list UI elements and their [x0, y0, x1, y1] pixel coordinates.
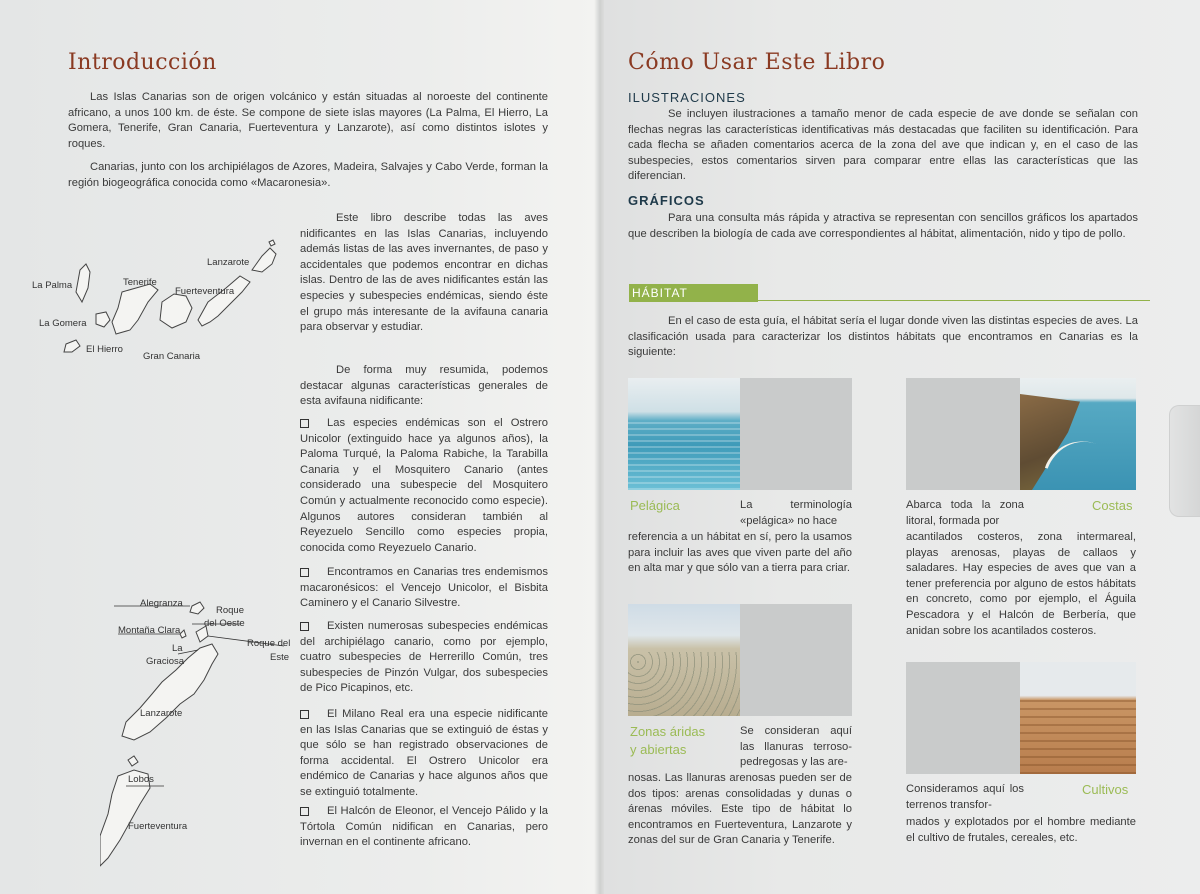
- pelagica-text: referencia a un hábitat en sí, pero la usamos para incluir las aves que viven parte del año en alta mar y que sólo van a tierra para criar.: [628, 531, 852, 575]
- map-label-el-hierro: El Hierro: [86, 344, 123, 355]
- costas-text: acantilados costeros, zona intermareal, playas arenosas, playas de callaos y saladares. Hay especies de aves que van a tener preferencia por alguno de estos hábitats en concreto, como por ejemplo, el Águila Pescadora y el Halcón de Berbería, que anidan sobre los acantilados costeros.: [906, 531, 1136, 637]
- map-label-roque-este-2: Este: [270, 652, 290, 663]
- cultivos-text-side: Consideramos aquí los terrenos transfor-: [906, 783, 1024, 811]
- cultivos-text: mados y explotados por el hombre mediante el cultivo de frutales, cereales, etc.: [906, 816, 1136, 844]
- column-paragraph-2: De forma muy resumida, podemos destacar algunas características generales de esta avifauna nidificante:: [300, 364, 548, 408]
- left-page: [0, 0, 596, 894]
- bullet-item: El Halcón de Eleonor, el Vencejo Pálido y la Tórtola Común nidifican en Canarias, pero invernan en el continente africano.: [300, 805, 548, 849]
- page-title: Introducción: [68, 50, 217, 75]
- zonas-aridas-text: nosas. Las llanuras arenosas pueden ser de dos tipos: arenas consolidadas y dunas o árenas móviles. Este tipo de hábitat lo encontramos en Fuerteventura, Lanzarote y zonas del sur de Gran Canaria y Tenerife.: [628, 772, 852, 847]
- zonas-aridas-graphic: [740, 604, 852, 716]
- ilustraciones-heading: ILUSTRACIONES: [628, 90, 746, 105]
- map-label-lobos: Lobos: [128, 774, 154, 785]
- map-label-roque-oeste-2: del Oeste: [204, 618, 245, 629]
- pelagica-illustration: [628, 378, 740, 490]
- cultivos-illustration: [1020, 662, 1136, 774]
- map-label-montana-clara: Montaña Clara: [118, 625, 181, 636]
- habitat-name-costas: Costas: [1092, 498, 1133, 513]
- map-label-alegranza: Alegranza: [140, 598, 183, 609]
- right-page: [604, 0, 1200, 894]
- page-edge-tab: [1169, 405, 1200, 517]
- habitat-name-cultivos: Cultivos: [1082, 782, 1129, 797]
- map-label-la-gomera: La Gomera: [39, 318, 87, 329]
- costas-graphic: [906, 378, 1020, 490]
- bullet-item: Encontramos en Canarias tres endemismos macaronésicos: el Vencejo Unicolor, el Bisbita Caminero y el Canario Silvestre.: [300, 566, 548, 610]
- checkbox-bullet-icon: [300, 710, 309, 719]
- map-label-lanzarote: Lanzarote: [207, 257, 250, 268]
- map-label-la-graciosa: La: [172, 643, 183, 654]
- habitat-intro: En el caso de esta guía, el hábitat sería el lugar donde viven las distintas especies de aves. La clasificación usada para caracterizar los distintos hábitats que encontramos en Canarias es la siguiente:: [628, 315, 1138, 359]
- bullet-item: Las especies endémicas son el Ostrero Unicolor (extinguido hace ya algunos años), la Paloma Turqué, la Paloma Rabiche, la Tarabilla Canaria y el Mosquitero Canario (antes considerado una subespecie del Mosquitero Común y actualmente reconocido como especie). Algunos autores consideran también al Reyezuelo Sencillo como especies propia, conocida como Reyezuelo Canario.: [300, 417, 548, 554]
- map-label-lanzarote: Lanzarote: [140, 708, 183, 719]
- map-label-gran-canaria: Gran Canaria: [143, 351, 201, 362]
- checkbox-bullet-icon: [300, 622, 309, 631]
- cultivos-graphic: [906, 662, 1020, 774]
- habitat-name-zonas-aridas: Zonas áridas: [630, 724, 706, 739]
- map-label-roque-este: Roque del: [247, 638, 291, 649]
- column-paragraph-1: Este libro describe todas las aves nidificantes en las Islas Canarias, incluyendo además listas de las aves invernantes, de paso y accidentales que podemos encontrar en dichas islas. Dentro de las de aves nidificantes están las especies y subespecies endémicas, siendo éste el grupo más interesante de la avifauna canaria para observar y estudiar.: [300, 212, 548, 334]
- intro-paragraph-2: Canarias, junto con los archipiélagos de Azores, Madeira, Salvajes y Cabo Verde, forman la región biogeográfica conocida como «Macaronesia».: [68, 161, 548, 189]
- habitat-section-bar: HÁBITAT: [629, 284, 758, 302]
- page-title: Cómo Usar Este Libro: [628, 50, 886, 75]
- zonas-aridas-text-side: Se consideran aquí las llanuras terroso-pedregosas y las are-: [740, 725, 852, 769]
- canary-islands-map: [20, 230, 300, 370]
- graficos-text: Para una consulta más rápida y atractiva se representan con sencillos gráficos los apartados que describen la biología de cada ave correspondientes al hábitat, alimentación, nido y tipo de pollo.: [628, 212, 1138, 240]
- map-label-la-graciosa-2: Graciosa: [146, 656, 185, 667]
- zonas-aridas-illustration: [628, 604, 740, 716]
- intro-paragraph-1: Las Islas Canarias son de origen volcánico y están situadas al noroeste del continente africano, a unos 100 km. de éste. Se compone de siete islas mayores (La Palma, El Hierro, La Gomera, Tenerife, Gran Canaria, Fuerteventura y Lanzarote), así como distintos islotes y roques.: [68, 91, 548, 150]
- habitat-name-zonas-aridas-2: y abiertas: [630, 742, 687, 757]
- bullet-item: El Milano Real era una especie nidificante en las Islas Canarias que se extinguió de éstas y que sólo se han registrado observaciones de forma accidental. El Ostrero Unicolor era endémico de Canarias y hace algunos años que se extinguió totalmente.: [300, 708, 548, 798]
- checkbox-bullet-icon: [300, 419, 309, 428]
- checkbox-bullet-icon: [300, 807, 309, 816]
- habitat-name-pelagica: Pelágica: [630, 498, 680, 513]
- map-label-fuerteventura: Fuerteventura: [175, 286, 235, 297]
- checkbox-bullet-icon: [300, 568, 309, 577]
- costas-illustration: [1020, 378, 1136, 490]
- costas-text-side: Abarca toda la zona litoral, formada por: [906, 499, 1024, 527]
- map-label-tenerife: Tenerife: [123, 277, 157, 288]
- bullet-item: Existen numerosas subespecies endémicas del archipiélago canario, como por ejemplo, cuatro subespecies de Herrerillo Común, tres subespecies de Pinzón Vulgar, dos subespecies de Pico Picapinos, etc.: [300, 620, 548, 695]
- map-label-la-palma: La Palma: [32, 280, 73, 291]
- map-label-roque-oeste: Roque: [216, 605, 244, 616]
- pelagica-graphic: [740, 378, 852, 490]
- pelagica-text-side: La terminología «pelágica» no hace: [740, 499, 852, 527]
- ilustraciones-text: Se incluyen ilustraciones a tamaño menor de cada especie de ave donde se señalan con flechas negras las características identificativas más destacadas que faciliten su identificación. Para cada flecha se añaden comentarios acerca de la zona del ave que indican y, en el caso de las subespecies, estos comentarios sirven para comparar entre ellas las características que las diferencian.: [628, 108, 1138, 183]
- map-label-fuerteventura: Fuerteventura: [128, 821, 188, 832]
- habitat-divider: [754, 300, 1150, 301]
- graficos-heading: GRÁFICOS: [628, 193, 705, 208]
